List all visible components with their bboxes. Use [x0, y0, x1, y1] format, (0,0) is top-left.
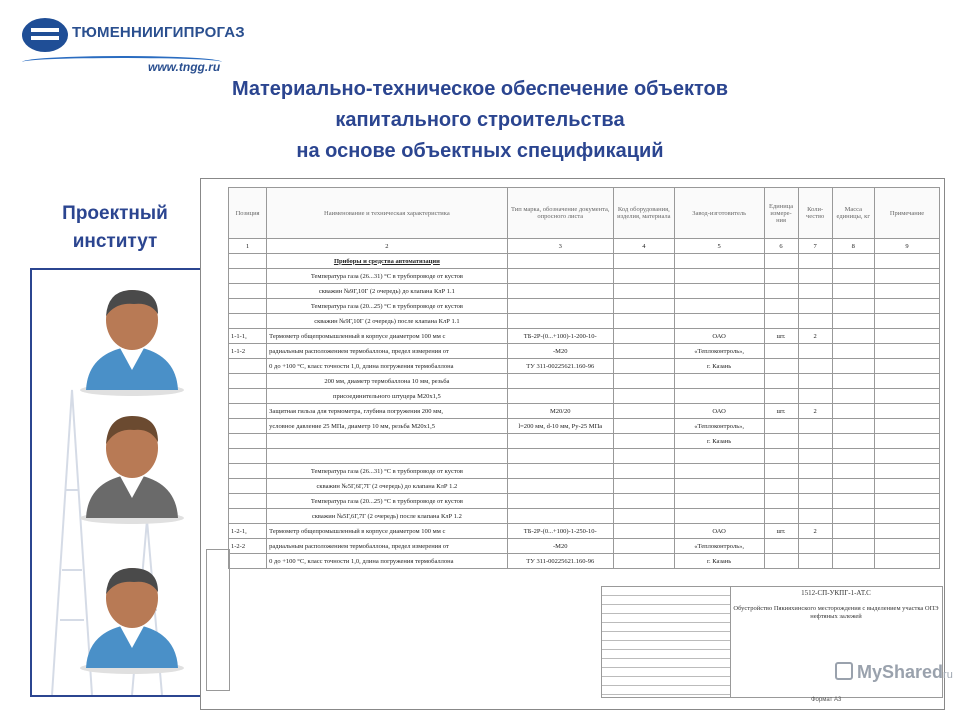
person-icon [72, 560, 192, 675]
table-cell [674, 299, 764, 314]
column-number: 4 [613, 239, 674, 254]
person-icon [72, 282, 192, 397]
table-row [229, 359, 940, 374]
table-cell [229, 299, 267, 314]
table-cell [874, 314, 939, 329]
table-cell [267, 434, 507, 449]
logo-mark [22, 18, 68, 52]
table-cell: ТУ 311-00225621.160-96 [507, 554, 613, 569]
table-cell [832, 374, 874, 389]
table-cell [229, 389, 267, 404]
table-cell [874, 509, 939, 524]
column-number: 8 [832, 239, 874, 254]
table-cell: 200 мм, диаметр термобаллона 10 мм, резьба [267, 374, 507, 389]
table-cell [832, 359, 874, 374]
table-cell [613, 389, 674, 404]
table-row [229, 404, 940, 419]
table-cell [229, 479, 267, 494]
table-row [229, 464, 940, 479]
side-label [30, 200, 200, 256]
table-row [229, 494, 940, 509]
table-cell [764, 284, 798, 299]
table-cell [874, 539, 939, 554]
table-cell: Температура газа (26...31) °С в трубопроводе от кустов [267, 464, 507, 479]
table-row [229, 329, 940, 344]
table-cell [798, 479, 832, 494]
table-cell [764, 374, 798, 389]
table-cell [613, 284, 674, 299]
table-cell [764, 539, 798, 554]
table-row [229, 344, 940, 359]
table-cell [764, 359, 798, 374]
table-cell: шт. [764, 329, 798, 344]
table-row [229, 554, 940, 569]
table-cell [507, 464, 613, 479]
table-cell: г. Казань [674, 554, 764, 569]
table-cell: ОАО [674, 524, 764, 539]
table-cell [832, 554, 874, 569]
table-cell: -М20 [507, 539, 613, 554]
header-cell: Позиция [229, 188, 267, 239]
table-cell [874, 329, 939, 344]
table-cell [874, 464, 939, 479]
table-cell [798, 254, 832, 269]
table-cell [674, 284, 764, 299]
table-cell [613, 479, 674, 494]
column-number: 6 [764, 239, 798, 254]
side-line-1: Проектный [62, 203, 168, 224]
table-cell [507, 299, 613, 314]
document-description: Обустройство Пякияхинского месторождения с выделением участка ОПЭ нефтяных залежей [733, 605, 939, 620]
header-cell: Примечание [874, 188, 939, 239]
table-cell [764, 449, 798, 464]
table-cell [764, 344, 798, 359]
slide-title [0, 74, 960, 167]
table-cell [613, 464, 674, 479]
table-cell [798, 374, 832, 389]
table-cell [798, 314, 832, 329]
company-url: www.tngg.ru [148, 60, 221, 74]
table-cell [229, 359, 267, 374]
table-cell: Температура газа (20...25) °С в трубопроводе от кустов [267, 299, 507, 314]
table-cell [798, 284, 832, 299]
table-cell [674, 464, 764, 479]
company-logo [22, 18, 252, 78]
table-cell [832, 269, 874, 284]
document-format: Формат А3 [811, 697, 842, 703]
table-cell [267, 449, 507, 464]
title-line-2: капитального строительства [335, 109, 625, 131]
table-cell: ОАО [674, 404, 764, 419]
table-row [229, 389, 940, 404]
table-row [229, 479, 940, 494]
table-cell [832, 284, 874, 299]
table-cell [674, 479, 764, 494]
table-cell [874, 419, 939, 434]
table-cell [874, 494, 939, 509]
table-cell [229, 464, 267, 479]
watermark-brand: MyShared [857, 662, 944, 682]
table-cell [832, 314, 874, 329]
header-cell: Единица измере-ния [764, 188, 798, 239]
table-cell: Термометр общепромышленный в корпусе диаметром 100 мм с [267, 329, 507, 344]
table-cell: «Теплоконтроль», [674, 419, 764, 434]
table-cell: «Теплоконтроль», [674, 539, 764, 554]
table-cell [613, 374, 674, 389]
table-cell: М20/20 [507, 404, 613, 419]
table-cell [832, 464, 874, 479]
title-line-1: Материально-техническое обеспечение объектов [231, 78, 729, 100]
table-cell [764, 419, 798, 434]
table-cell [874, 449, 939, 464]
table-cell [798, 299, 832, 314]
table-cell: 2 [798, 404, 832, 419]
watermark-icon [835, 662, 853, 680]
table-cell: скважин №5Г,6Г,7Г (2 очередь) до клапана КлР 1.2 [267, 479, 507, 494]
table-number-row [229, 239, 940, 254]
table-cell [507, 434, 613, 449]
table-cell: ТБ-2Р-(0...+100)-1-250-10- [507, 524, 613, 539]
table-cell [674, 509, 764, 524]
table-cell [798, 389, 832, 404]
table-cell: ТБ-2Р-(0...+100)-1-200-10- [507, 329, 613, 344]
table-cell: скважин №9Г,10Г (2 очередь) после клапана КлР 1.1 [267, 314, 507, 329]
table-row [229, 524, 940, 539]
table-cell [798, 434, 832, 449]
table-cell [613, 419, 674, 434]
table-cell [798, 269, 832, 284]
title-line-3: на основе объектных спецификаций [296, 140, 664, 162]
table-cell [874, 554, 939, 569]
table-cell [798, 359, 832, 374]
table-cell [832, 254, 874, 269]
table-cell [674, 449, 764, 464]
table-row [229, 509, 940, 524]
specification-table [228, 187, 940, 569]
table-cell [613, 344, 674, 359]
table-cell [832, 449, 874, 464]
table-cell [229, 419, 267, 434]
table-row [229, 539, 940, 554]
table-cell [229, 494, 267, 509]
header-cell: Завод-изготовитель [674, 188, 764, 239]
table-cell: 1-2-2 [229, 539, 267, 554]
table-cell [764, 434, 798, 449]
table-row [229, 434, 940, 449]
table-cell: 1-2-1, [229, 524, 267, 539]
table-cell [798, 464, 832, 479]
header-cell: Масса единицы, кг [832, 188, 874, 239]
persons-panel [30, 268, 207, 697]
table-cell: радиальным расположением термобаллона, предел измерения от [267, 539, 507, 554]
table-cell: радиальным расположением термобаллона, предел измерения от [267, 344, 507, 359]
table-header-row [229, 188, 940, 239]
table-cell [674, 389, 764, 404]
table-cell [832, 524, 874, 539]
column-number: 1 [229, 239, 267, 254]
table-cell [832, 299, 874, 314]
table-cell [613, 254, 674, 269]
table-cell [832, 479, 874, 494]
table-cell [613, 314, 674, 329]
table-cell: г. Казань [674, 359, 764, 374]
table-cell [798, 419, 832, 434]
specification-body [229, 254, 940, 569]
table-cell [764, 479, 798, 494]
table-cell [874, 389, 939, 404]
table-cell [874, 299, 939, 314]
table-cell [507, 509, 613, 524]
table-cell [764, 509, 798, 524]
table-cell [229, 314, 267, 329]
table-cell [874, 404, 939, 419]
table-cell [874, 524, 939, 539]
table-cell [507, 284, 613, 299]
column-number: 5 [674, 239, 764, 254]
table-cell: l=200 мм, d-10 мм, Ру-25 МПа [507, 419, 613, 434]
table-cell [613, 554, 674, 569]
table-cell [874, 269, 939, 284]
table-cell: условное давление 25 МПа, диаметр 10 мм, резьба М20х1,5 [267, 419, 507, 434]
table-cell: 2 [798, 524, 832, 539]
table-row [229, 419, 940, 434]
table-cell: шт. [764, 524, 798, 539]
table-cell [674, 494, 764, 509]
table-row [229, 299, 940, 314]
table-cell [507, 479, 613, 494]
table-cell [507, 449, 613, 464]
table-row [229, 449, 940, 464]
table-cell [832, 344, 874, 359]
table-cell [832, 419, 874, 434]
company-name: ТЮМЕННИИГИПРОГАЗ [72, 24, 245, 41]
watermark [835, 662, 953, 683]
table-cell [764, 299, 798, 314]
table-cell [764, 269, 798, 284]
table-cell: 2 [798, 329, 832, 344]
table-cell [229, 404, 267, 419]
table-cell: Защитная гильза для термометра, глубина погружения 200 мм, [267, 404, 507, 419]
table-cell [229, 509, 267, 524]
table-cell [613, 524, 674, 539]
title-block-grid [602, 587, 731, 697]
table-cell [613, 434, 674, 449]
table-cell [832, 509, 874, 524]
document-side-strip [206, 549, 230, 691]
table-cell: -М20 [507, 344, 613, 359]
column-number: 7 [798, 239, 832, 254]
table-cell [874, 434, 939, 449]
document-code: 1512-СП-УКПГ-1-АТ.С [801, 589, 871, 597]
table-row [229, 314, 940, 329]
table-cell [874, 344, 939, 359]
table-cell [613, 269, 674, 284]
table-cell [874, 374, 939, 389]
table-cell [832, 434, 874, 449]
header-cell: Наименование и техническая характеристика [267, 188, 507, 239]
table-cell [832, 539, 874, 554]
table-cell [764, 389, 798, 404]
table-cell [229, 269, 267, 284]
table-cell: «Теплоконтроль», [674, 344, 764, 359]
table-cell [613, 494, 674, 509]
table-cell [613, 539, 674, 554]
table-cell [674, 254, 764, 269]
header-cell: Код оборудования, изделия, материала [613, 188, 674, 239]
table-cell [764, 464, 798, 479]
table-cell [613, 509, 674, 524]
table-cell: присоединительного штуцера М20х1,5 [267, 389, 507, 404]
table-cell: скважин №5Г,6Г,7Г (2 очередь) после клапана КлР 1.2 [267, 509, 507, 524]
table-cell [798, 449, 832, 464]
table-cell [507, 494, 613, 509]
table-cell: 0 до +100 °С, класс точности 1,0, длина погружения термобаллона [267, 554, 507, 569]
table-cell [764, 254, 798, 269]
table-cell [798, 494, 832, 509]
watermark-sub: ru [943, 669, 953, 681]
table-cell [613, 404, 674, 419]
table-cell [832, 404, 874, 419]
table-row [229, 284, 940, 299]
table-cell: 1-1-1, [229, 329, 267, 344]
table-cell [832, 329, 874, 344]
specification-document [200, 178, 945, 710]
table-cell: Температура газа (26...31) °С в трубопроводе от кустов [267, 269, 507, 284]
table-cell [798, 509, 832, 524]
table-cell [832, 494, 874, 509]
column-number: 9 [874, 239, 939, 254]
table-cell [229, 554, 267, 569]
table-cell [229, 374, 267, 389]
table-cell [613, 329, 674, 344]
table-cell: Температура газа (20...25) °С в трубопроводе от кустов [267, 494, 507, 509]
table-cell [798, 554, 832, 569]
table-cell [507, 389, 613, 404]
table-cell [764, 314, 798, 329]
table-cell: ТУ 311-00225621.160-96 [507, 359, 613, 374]
table-cell: Термометр общепромышленный в корпусе диаметром 100 мм с [267, 524, 507, 539]
section-title: Приборы и средства автоматизации [267, 254, 507, 269]
table-cell [229, 449, 267, 464]
column-number: 3 [507, 239, 613, 254]
table-cell [229, 434, 267, 449]
table-cell [613, 359, 674, 374]
table-cell [674, 269, 764, 284]
table-cell [764, 554, 798, 569]
table-cell [507, 374, 613, 389]
table-row [229, 269, 940, 284]
table-cell [874, 479, 939, 494]
table-cell [613, 449, 674, 464]
table-cell [507, 254, 613, 269]
table-cell [507, 314, 613, 329]
table-cell [798, 344, 832, 359]
section-row [229, 254, 940, 269]
table-cell: ОАО [674, 329, 764, 344]
person-icon [72, 410, 192, 525]
table-cell [832, 389, 874, 404]
table-cell [229, 254, 267, 269]
table-cell [674, 374, 764, 389]
table-row [229, 374, 940, 389]
table-cell: скважин №9Г,10Г (2 очередь) до клапана КлР 1.1 [267, 284, 507, 299]
table-cell: г. Казань [674, 434, 764, 449]
table-cell: 0 до +100 °С, класс точности 1,0, длина погружения термобаллона [267, 359, 507, 374]
table-cell [798, 539, 832, 554]
table-cell [229, 284, 267, 299]
table-cell: шт. [764, 404, 798, 419]
table-cell [507, 269, 613, 284]
table-cell: 1-1-2 [229, 344, 267, 359]
column-number: 2 [267, 239, 507, 254]
table-cell [613, 299, 674, 314]
table-cell [874, 284, 939, 299]
side-line-2: институт [72, 231, 158, 252]
header-cell: Коли-чество [798, 188, 832, 239]
table-cell [874, 254, 939, 269]
table-cell [764, 494, 798, 509]
table-cell [874, 359, 939, 374]
table-cell [674, 314, 764, 329]
header-cell: Тип марка, обозначение документа, опросного листа [507, 188, 613, 239]
